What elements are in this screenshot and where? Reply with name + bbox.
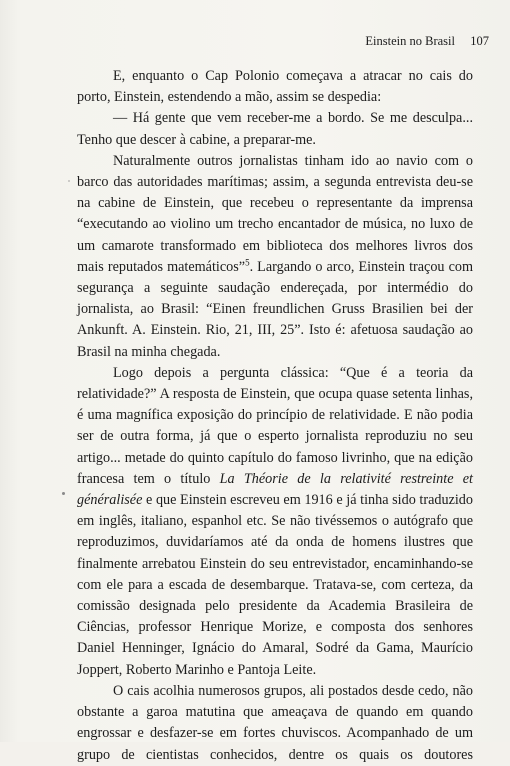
text-run: O cais acolhia numerosos grupos, ali postados desde cedo, não obstante a garoa matutina que ameaçava de quando em quando engrossar e desfazer-se em fortes chuviscos. Acompanhado de um grupo de cientistas conhecidos, dentre os quais os doutores: [77, 682, 473, 763]
footnote-ref: 5: [245, 257, 250, 268]
body-text: [77, 66, 473, 766]
book-title: La Théorie de la relativité restreinte et généralisée: [77, 470, 473, 509]
text-run: e que Einstein escreveu em 1916 e já tinha sido traduzido em inglês, italiano, espanhol etc. Se não tivéssemos o autógrafo que reproduzimos, duvidaríamos até da onda de homens ilustres que finalmente arrebatou Einstein do seu entrevistador, encaminhando-se com ele para a escada de desembarque. Tratava-se, com certeza, da comissão designada pelo presidente da Academia Brasileira de Ciências, professor Henrique Morize, e composta dos senhores Daniel Henninger, Ignácio do Amaral, Sodré da Gama, Maurício Joppert, Roberto Marinho e Pantoja Leite.: [77, 492, 473, 678]
text-run: Naturalmente outros jornalistas tinham ido ao navio com o barco das autoridades marítimas; assim, a segunda entrevista deu-se na cabine de Einstein, que recebeu o representante da imprensa “executando ao violino um trecho encantador de música, no luxo de um camarote transformado em biblioteca dos melhores livros dos mais reputados matemáticos”: [77, 152, 473, 275]
page-speck: [68, 180, 70, 182]
paragraph: [77, 681, 473, 766]
text-run: E, enquanto o Cap Polonio começava a atracar no cais do porto, Einstein, estendendo a mão, assim se despedia:: [77, 68, 473, 106]
text-run: Logo depois a pergunta clássica: “Que é a teoria da relatividade?” A resposta de Einstein, que ocupa quase setenta linhas, é uma magnífica exposição do princípio de relatividade. E não podia ser de outra forma, já que o esperto jornalista reproduziu no seu artigo... metade do quinto capítulo do famoso livrinho, que na edição francesa tem o título: [77, 364, 473, 487]
paragraph: [77, 66, 473, 108]
paragraph: [77, 108, 473, 150]
page-speck: [62, 492, 65, 495]
text-run: . Largando o arco, Einstein traçou com segurança a seguinte saudação endereçada, por intermédio do jornalista, ao Brasil: “Einen freundlichen Gruss Brasilien bei der Ankunft. A. Einstein. Rio, 21, III, 25”. Isto é: afetuosa saudação ao Brasil na minha chegada.: [77, 258, 474, 360]
paragraph: [77, 151, 473, 363]
running-title: Einstein no Brasil: [365, 34, 455, 48]
page-number: 107: [470, 34, 489, 48]
text-run: — Há gente que vem receber-me a bordo. Se me desculpa... Tenho que descer à cabine, a preparar-me.: [77, 110, 473, 148]
paragraph: [77, 363, 473, 681]
